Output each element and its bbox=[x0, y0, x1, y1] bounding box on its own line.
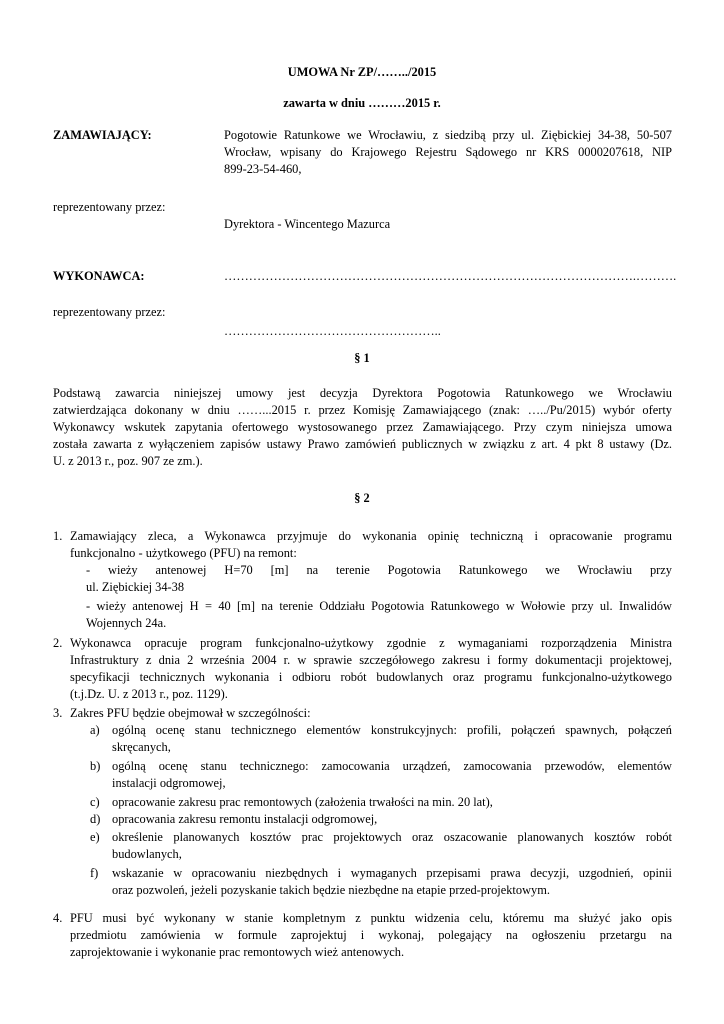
zamawiajacy-label: ZAMAWIAJĄCY: bbox=[53, 128, 152, 142]
item-3e-letter: e) bbox=[90, 830, 100, 844]
wykonawca-rep-label: reprezentowany przez: bbox=[53, 305, 166, 319]
item-3-intro: Zakres PFU będzie obejmował w szczególności: bbox=[70, 706, 311, 720]
item-line: Infrastruktury z dnia 2 września 2004 r. w sprawie szczegółowego zakresu i formy dokumentacji projektowej, bbox=[70, 653, 672, 667]
wykonawca-value: ……………………………………………………………………………………….………. bbox=[224, 269, 677, 283]
paragraph-line: Podstawą zawarcia niniejszej umowy jest decyzja Dyrektora Pogotowia Ratunkowego we Wrocławiu bbox=[53, 386, 672, 400]
paragraph-line: zatwierdzająca dokonany w dniu ……...2015 r. przez Komisję Zamawiającego (znak: …../Pu/2015) wybór oferty bbox=[53, 403, 672, 417]
item-line: specyfikacji technicznych wykonania i odbioru robót budowlanych oraz programu funkcjonalno-użytkowego bbox=[70, 670, 672, 684]
item-3a-letter: a) bbox=[90, 723, 100, 737]
sub-line: Wojennych 24a. bbox=[86, 616, 167, 630]
item-line: Wykonawca opracuje program funkcjonalno-użytkowy zgodnie z wymaganiami rozporządzenia Ministra bbox=[70, 636, 672, 650]
item-3-number: 3. bbox=[53, 706, 63, 720]
paragraph-line: Wykonawcy wskutek zapytania ofertowego wystosowanego przez Zamawiającego. Przy czym niniejsza umowa bbox=[53, 420, 672, 434]
item-line: przedmiotu zamówienia w formule zaprojektuj i wykonaj, polegający na ogłoszeniu przetargu na bbox=[70, 928, 672, 942]
item-3a-text bbox=[112, 722, 672, 756]
zamawiajacy-line: Wrocław, wpisany do Krajowego Rejestru Sądowego nr KRS 0000207618, NIP bbox=[224, 145, 672, 159]
letter-line: oraz pozwoleń, jeżeli pozyskanie takich będzie niezbędne na etapie przed-projektowym. bbox=[112, 883, 550, 897]
zamawiajacy-line: 899-23-54-460, bbox=[224, 162, 302, 176]
item-1-number: 1. bbox=[53, 529, 63, 543]
letter-line: wskazanie w opracowaniu niezbędnych i wymaganych przepisami prawa decyzji, uzgodnień, opinii bbox=[112, 866, 672, 880]
letter-line: określenie planowanych kosztów prac projektowych oraz oszacowanie planowanych kosztów robót bbox=[112, 830, 672, 844]
item-line: PFU musi być wykonany w stanie kompletnym z punktu widzenia celu, któremu ma służyć jako opis bbox=[70, 911, 672, 925]
item-3f-letter: f) bbox=[90, 866, 99, 880]
zamawiajacy-rep-value: Dyrektora - Wincentego Mazurca bbox=[224, 217, 391, 231]
item-4-text bbox=[70, 910, 672, 961]
zamawiajacy-line: Pogotowie Ratunkowe we Wrocławiu, z siedzibą przy ul. Ziębickiej 34-38, 50-507 bbox=[224, 128, 672, 142]
item-3d-letter: d) bbox=[90, 812, 101, 826]
wykonawca-rep-value: …………………………………………….. bbox=[224, 324, 441, 338]
paragraph-line: została zawarta z wyłączeniem zapisów ustawy Prawo zamówień publicznych w związku z art. 4 pkt 8 ustawy (Dz. bbox=[53, 437, 672, 451]
letter-line: skręcanych, bbox=[112, 740, 171, 754]
item-3f-text bbox=[112, 865, 672, 899]
letter-line: ogólną ocenę stanu technicznego elementów konstrukcyjnych: profili, połączeń spawnych, połączeń bbox=[112, 723, 672, 737]
section-1-paragraph bbox=[53, 385, 672, 470]
contract-title: UMOWA Nr ZP/……../2015 bbox=[287, 65, 437, 79]
item-1-sub-1 bbox=[86, 562, 672, 596]
item-3d-text bbox=[112, 811, 672, 828]
item-1-text bbox=[70, 528, 672, 562]
letter-line: instalacji odgromowej, bbox=[112, 776, 226, 790]
sub-line: - wieży antenowej H = 40 [m] na terenie Oddziału Pogotowia Ratunkowego w Wołowie przy ul. Inwalidów bbox=[86, 599, 672, 613]
item-2-text bbox=[70, 635, 672, 703]
zamawiajacy-details bbox=[224, 127, 672, 178]
item-3c-letter: c) bbox=[90, 795, 100, 809]
wykonawca-label: WYKONAWCA: bbox=[53, 269, 145, 283]
item-line: zaprojektowanie i wykonanie prac remontowych wież antenowych. bbox=[70, 945, 405, 959]
sub-line: ul. Ziębickiej 34-38 bbox=[86, 580, 185, 594]
paragraph-line: U. z 2013 r., poz. 907 ze zm.). bbox=[53, 454, 203, 468]
letter-line: opracowania zakresu remontu instalacji odgromowej, bbox=[112, 812, 378, 826]
letter-line: budowlanych, bbox=[112, 847, 182, 861]
item-3b-text bbox=[112, 758, 672, 792]
item-line: funkcjonalno - użytkowego (PFU) na remont: bbox=[70, 546, 297, 560]
letter-line: opracowanie zakresu prac remontowych (założenia trwałości na min. 20 lat), bbox=[112, 795, 493, 809]
contract-date-line: zawarta w dniu ………2015 r. bbox=[283, 96, 441, 110]
item-4-number: 4. bbox=[53, 911, 63, 925]
section-1-heading: § 1 bbox=[354, 351, 370, 365]
item-line: Zamawiający zleca, a Wykonawca przyjmuje do wykonania opinię techniczną i opracowanie programu bbox=[70, 529, 672, 543]
sub-line: - wieży antenowej H=70 [m] na terenie Pogotowia Ratunkowego we Wrocławiu przy bbox=[86, 563, 672, 577]
item-2-number: 2. bbox=[53, 636, 63, 650]
item-3c-text bbox=[112, 794, 672, 811]
section-2-heading: § 2 bbox=[354, 491, 370, 505]
item-3b-letter: b) bbox=[90, 759, 101, 773]
item-line: (t.j.Dz. U. z 2013 r., poz. 1129). bbox=[70, 687, 228, 701]
item-3e-text bbox=[112, 829, 672, 863]
letter-line: ogólną ocenę stanu technicznego: zamocowania urządzeń, zamocowania przewodów, elementów bbox=[112, 759, 672, 773]
item-1-sub-2 bbox=[86, 598, 672, 632]
zamawiajacy-rep-label: reprezentowany przez: bbox=[53, 200, 166, 214]
